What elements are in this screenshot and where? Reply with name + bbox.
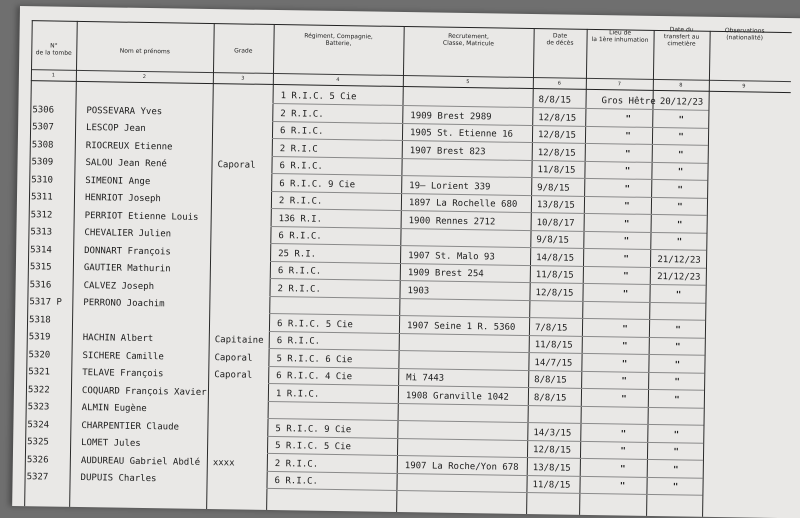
cell-burial xyxy=(595,306,655,307)
cell-num: 5309 xyxy=(31,157,54,168)
cell-burial: " xyxy=(622,289,629,300)
cell-grade: xxxx xyxy=(212,457,235,468)
cell-name: RIOCREUX Etienne xyxy=(85,140,173,152)
cell-recruitment: 1905 St. Etienne 16 xyxy=(409,128,514,140)
cell-num: 5326 xyxy=(26,454,49,466)
cell-transfer: " xyxy=(675,324,681,335)
cell-transfer: " xyxy=(678,132,684,143)
cell-num: 5307 xyxy=(32,122,54,133)
header-death-date: Date de décès xyxy=(546,32,574,47)
cell-recruitment: 1907 Brest 823 xyxy=(409,145,486,157)
cell-name: SICHERE Camille xyxy=(82,350,164,362)
cell-recruitment: 1903 xyxy=(407,285,430,296)
cell-num: 5321 xyxy=(28,367,51,378)
cell-transfer: " xyxy=(674,359,681,370)
cell-transfer: " xyxy=(673,447,679,458)
column-number: 3 xyxy=(241,75,245,82)
cell-regiment: 2 R.I.C. xyxy=(278,196,323,207)
cell-name: PERRONO Joachim xyxy=(83,298,165,310)
cell-name: GAUTIER Mathurin xyxy=(83,263,171,275)
cell-recruitment: 1909 Brest 254 xyxy=(407,268,484,280)
cell-transfer: " xyxy=(672,482,679,493)
cell-burial: " xyxy=(624,184,630,195)
header-observations: Observations (nationalité) xyxy=(724,27,765,42)
cell-transfer xyxy=(651,307,705,308)
cell-recruitment: 1909 Brest 2989 xyxy=(410,110,492,122)
cell-num: 5318 xyxy=(28,314,51,326)
header-recruitment: Recrutement, Classe, Matricule xyxy=(442,32,495,48)
cell-num: 5322 xyxy=(27,384,50,396)
cell-transfer: " xyxy=(675,289,682,300)
cell-date: 11/8/15 xyxy=(534,340,573,351)
column-number: 9 xyxy=(742,83,746,90)
cell-regiment: 5 R.I.C. 9 Cie xyxy=(275,423,352,435)
cell-transfer xyxy=(650,412,704,413)
cell-name: LOMET Jules xyxy=(81,438,141,449)
cell-date: 12/8/15 xyxy=(537,130,577,141)
cell-regiment: 6 R.I.C. 5 Cie xyxy=(276,318,353,330)
column-number: 2 xyxy=(142,73,147,80)
header-grade: Grade xyxy=(234,47,253,55)
header-transfer-date: Date du transfert au cimetière xyxy=(663,26,700,48)
cell-name: CALVEZ Joseph xyxy=(83,280,155,292)
cell-date: 8/8/15 xyxy=(533,392,567,404)
cell-date: 14/8/15 xyxy=(536,252,575,264)
cell-date: 11/8/15 xyxy=(537,165,576,176)
cell-num: 5311 xyxy=(30,192,53,203)
cell-burial: " xyxy=(622,324,628,335)
cell-num: 5314 xyxy=(30,244,52,256)
cell-recruitment: 1900 Rennes 2712 xyxy=(408,215,496,227)
cell-num: 5315 xyxy=(29,262,52,273)
cell-burial: " xyxy=(623,254,629,265)
cell-num: 5324 xyxy=(27,419,50,431)
cell-date: 12/8/15 xyxy=(535,287,574,299)
cell-transfer: " xyxy=(678,114,685,125)
cell-burial: " xyxy=(625,114,632,125)
cell-name: HENRIOT Joseph xyxy=(84,193,161,205)
cell-date: 12/8/15 xyxy=(538,112,577,124)
cell-burial: " xyxy=(625,131,631,142)
column-number: 7 xyxy=(617,81,621,88)
cell-burial xyxy=(594,411,654,412)
cell-transfer: " xyxy=(674,342,681,353)
cell-regiment: 5 R.I.C. 6 Cie xyxy=(276,353,353,365)
cell-grade: Capitaine xyxy=(214,335,264,346)
cell-num: 5313 xyxy=(30,227,53,238)
header-number: N° de la tombe xyxy=(35,42,72,57)
cell-name: HACHIN Albert xyxy=(82,333,154,345)
cell-name: DONNART François xyxy=(84,245,171,257)
cell-name: TELAVE François xyxy=(82,368,164,380)
cell-num: 5312 xyxy=(30,209,53,221)
cell-recruitment: 1897 La Rochelle 680 xyxy=(408,198,518,210)
cell-date: 7/8/15 xyxy=(534,322,568,334)
cell-regiment: 6 R.I.C. 9 Cie xyxy=(279,178,356,190)
cell-burial: " xyxy=(621,358,628,370)
cell-burial: " xyxy=(623,219,630,230)
cell-name: AUDUREAU Gabriel Abdlé xyxy=(80,455,201,468)
cell-transfer: " xyxy=(677,149,684,160)
cell-num: 5327 xyxy=(26,472,49,483)
cell-recruitment: 1907 Seine 1 R. 5360 xyxy=(406,320,516,333)
cell-name: COQUARD François Xavier xyxy=(81,385,207,398)
cell-burial: " xyxy=(623,236,630,247)
cell-num: 5310 xyxy=(31,174,54,186)
cell-num: 5325 xyxy=(27,437,49,448)
column-number: 1 xyxy=(51,72,56,79)
cell-grade: Caporal xyxy=(214,352,253,364)
cell-name: ALMIN Eugène xyxy=(81,403,147,415)
cell-regiment: 1 R.I.C. 5 Cie xyxy=(280,91,357,103)
cell-name: POSSEVARA Yves xyxy=(86,105,163,117)
cell-transfer: " xyxy=(674,377,680,388)
cell-grade: Caporal xyxy=(214,370,253,381)
cell-regiment: 6 R.I.C. xyxy=(276,336,321,347)
cell-recruitment: 19– Lorient 339 xyxy=(409,180,491,192)
cell-regiment: 25 R.I. xyxy=(278,248,317,260)
cell-recruitment: 1908 Granville 1042 xyxy=(405,390,509,403)
cell-regiment: 1 R.I.C. xyxy=(275,388,320,400)
cell-name: PERRIOT Etienne Louis xyxy=(84,210,199,223)
cell-burial: " xyxy=(619,481,626,492)
cell-burial: " xyxy=(621,393,627,405)
cell-burial: " xyxy=(624,166,631,177)
cell-transfer: " xyxy=(677,184,683,195)
cell-name: CHARPENTIER Claude xyxy=(81,420,180,433)
cell-num: 5317 P xyxy=(29,297,62,308)
cell-date: 9/8/15 xyxy=(536,235,569,246)
cell-num: 5316 xyxy=(29,279,52,291)
column-number: 8 xyxy=(679,82,683,89)
cell-date: 12/8/15 xyxy=(537,147,576,159)
cell-name: SALOU Jean René xyxy=(85,158,167,170)
cell-date: 12/8/15 xyxy=(533,445,572,456)
cell-transfer: " xyxy=(673,429,680,440)
cell-num: 5306 xyxy=(32,104,55,116)
cell-recruitment: Mi 7443 xyxy=(406,373,445,384)
cell-name: SIMEONI Ange xyxy=(85,175,151,187)
cell-num: 5323 xyxy=(27,402,50,413)
cell-regiment: 136 R.I. xyxy=(278,213,323,225)
header-regiment: Régiment, Compagnie, Batterie, xyxy=(304,32,373,48)
cell-date: 11/8/15 xyxy=(532,480,571,491)
cell-regiment: 6 R.I.C. xyxy=(279,126,324,137)
register-sheet xyxy=(12,6,800,518)
cell-date: 13/8/15 xyxy=(532,462,571,474)
cell-burial: " xyxy=(621,376,627,387)
cell-recruitment: 1907 St. Malo 93 xyxy=(408,250,495,262)
cell-date: 8/8/15 xyxy=(534,375,567,386)
cell-date: 14/3/15 xyxy=(533,427,572,439)
cell-grade: Caporal xyxy=(217,160,256,171)
cell-transfer: " xyxy=(674,394,680,405)
cell-name: LESCOP Jean xyxy=(86,123,146,134)
cell-burial: " xyxy=(624,201,630,212)
cell-date: 11/8/15 xyxy=(535,270,574,281)
cell-date: 8/8/15 xyxy=(538,95,572,106)
cell-transfer: 21/12/23 xyxy=(657,272,701,283)
cell-burial: " xyxy=(623,271,629,282)
header-name: Nom et prénoms xyxy=(119,47,170,56)
cell-num: 5319 xyxy=(28,332,51,343)
cell-burial: " xyxy=(620,446,626,457)
cell-regiment: 6 R.I.C. xyxy=(279,161,323,172)
header-first-burial: Lieu de la 1ère inhumation xyxy=(591,29,649,44)
cell-transfer: " xyxy=(677,202,683,213)
cell-burial: " xyxy=(620,428,627,440)
column-number: 5 xyxy=(466,79,470,86)
cell-recruitment: 1907 La Roche/Yon 678 xyxy=(404,460,519,473)
cell-burial: " xyxy=(621,341,628,352)
cell-burial: " xyxy=(624,149,631,160)
cell-regiment: 2 R.I.C. xyxy=(277,283,322,295)
cell-regiment: 2 R.I.C. xyxy=(274,458,319,470)
cell-regiment: 5 R.I.C. 5 Cie xyxy=(275,441,352,453)
cell-burial: " xyxy=(620,463,626,475)
cell-date: 13/8/15 xyxy=(536,200,575,211)
cell-transfer: " xyxy=(672,464,679,475)
cell-regiment: 2 R.I.C xyxy=(279,143,318,155)
cell-regiment: 2 R.I.C. xyxy=(280,108,324,120)
cell-num: 5308 xyxy=(31,139,54,151)
cell-regiment: 6 R.I.C. 4 Cie xyxy=(276,371,353,383)
cell-date: 10/8/17 xyxy=(536,217,575,229)
cell-num: 5320 xyxy=(28,349,51,361)
cell-transfer: " xyxy=(677,167,684,178)
cell-date: 14/7/15 xyxy=(534,357,573,369)
cell-regiment: 6 R.I.C. xyxy=(278,231,322,242)
cell-regiment: 6 R.I.C. xyxy=(277,266,322,277)
column-number: 6 xyxy=(557,80,561,87)
column-number: 4 xyxy=(336,76,340,84)
cell-burial: Gros Hêtre xyxy=(601,96,656,107)
cell-date: 9/8/15 xyxy=(537,182,570,194)
cell-transfer: " xyxy=(676,219,683,230)
cell-regiment: 6 R.I.C. xyxy=(274,476,319,487)
cell-name: DUPUIS Charles xyxy=(80,473,157,485)
cell-transfer: " xyxy=(676,237,683,248)
cell-transfer: 21/12/23 xyxy=(657,254,701,266)
cell-name: CHEVALIER Julien xyxy=(84,228,172,240)
cell-transfer: 20/12/23 xyxy=(659,97,704,108)
